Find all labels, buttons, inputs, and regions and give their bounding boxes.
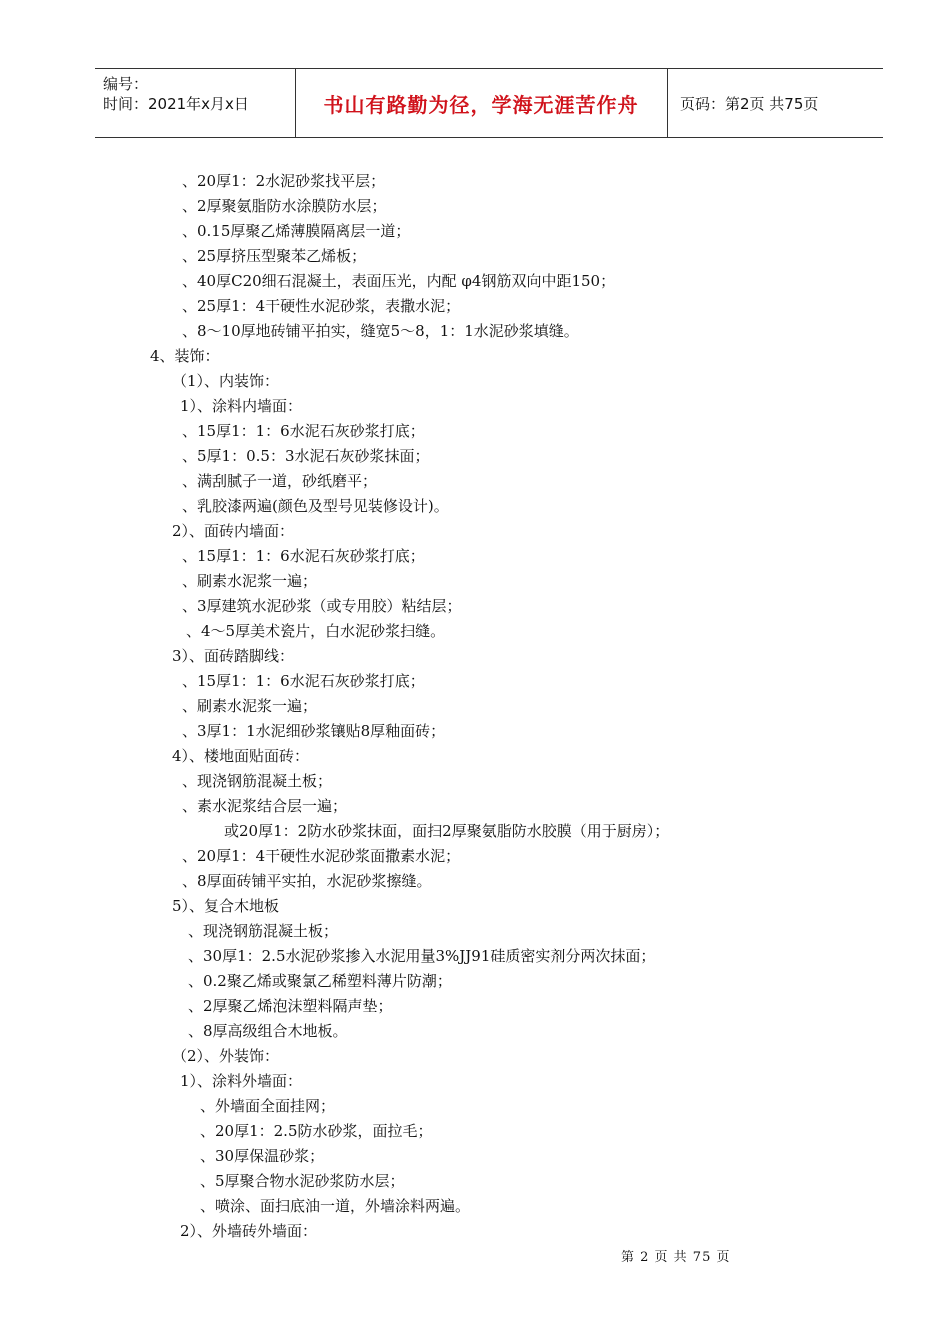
text-line: 、4～5厚美术瓷片，白水泥砂浆扫缝。 (186, 622, 446, 640)
text-line: 、2厚聚乙烯泡沫塑料隔声垫； (188, 997, 393, 1015)
subsection-heading: （2）、外装饰： (172, 1047, 280, 1065)
item-heading: 1）、涂料内墙面： (180, 397, 303, 415)
text-line: 、现浇钢筋混凝土板； (182, 772, 333, 790)
text-line: 、15厚1：1：6水泥石灰砂浆打底； (182, 672, 425, 690)
text-line: 、30厚保温砂浆； (200, 1147, 325, 1165)
text-line: 、25厚1：4干硬性水泥砂浆，表撒水泥； (182, 297, 461, 315)
text-line: 、15厚1：1：6水泥石灰砂浆打底； (182, 547, 425, 565)
text-line: 、5厚1：0.5：3水泥石灰砂浆抹面； (182, 447, 430, 465)
item-heading: 3）、面砖踏脚线： (172, 647, 295, 665)
item-heading: 4）、楼地面贴面砖： (172, 747, 310, 765)
text-line: 、3厚建筑水泥砂浆（或专用胶）粘结层； (182, 597, 462, 615)
page-footer: 第 2 页 共 75 页 (621, 1250, 731, 1265)
header-page-label: 页码：第2页 共75页 (680, 94, 819, 113)
text-line: 、30厚1：2.5水泥砂浆掺入水泥用量3%JJ91硅质密实剂分两次抹面； (188, 947, 656, 965)
page-header (95, 68, 883, 138)
header-motto: 书山有路勤为径，学海无涯苦作舟 (295, 69, 668, 137)
text-line: 、20厚1：2水泥砂浆找平层； (182, 172, 386, 190)
item-heading: 5）、复合木地板 (172, 897, 280, 915)
text-line: 、0.15厚聚乙烯薄膜隔离层一道； (182, 222, 411, 240)
item-heading: 2）、面砖内墙面： (172, 522, 295, 540)
text-line: 、素水泥浆结合层一遍； (182, 797, 348, 815)
text-line: 、刷素水泥浆一遍； (182, 697, 318, 715)
text-line: 、喷涂、面扫底油一道，外墙涂料两遍。 (200, 1197, 471, 1215)
text-line: 、8厚高级组合木地板。 (188, 1022, 348, 1040)
text-line: 、2厚聚氨脂防水涂膜防水层； (182, 197, 387, 215)
text-line: 、20厚1：2.5防水砂浆，面拉毛； (200, 1122, 433, 1140)
text-line: 、8厚面砖铺平实拍，水泥砂浆擦缝。 (182, 872, 432, 890)
text-line: 或20厚1：2防水砂浆抹面，面扫2厚聚氨脂防水胶膜（用于厨房）； (224, 822, 670, 840)
item-heading: 2）、外墙砖外墙面： (180, 1222, 318, 1240)
text-line: 、现浇钢筋混凝土板； (188, 922, 339, 940)
text-line: 、40厚C20细石混凝土，表面压光，内配 φ4钢筋双向中距150； (182, 272, 616, 290)
text-line: 、8～10厚地砖铺平拍实，缝宽5～8，1：1水泥砂浆填缝。 (182, 322, 579, 340)
item-heading: 1）、涂料外墙面： (180, 1072, 303, 1090)
subsection-heading: （1）、内装饰： (172, 372, 280, 390)
text-line: 、满刮腻子一道，砂纸磨平； (182, 472, 378, 490)
text-line: 、0.2聚乙烯或聚氯乙稀塑料薄片防潮； (188, 972, 452, 990)
text-line: 、外墙面全面挂网； (200, 1097, 336, 1115)
text-line: 、乳胶漆两遍(颜色及型号见装修设计)。 (182, 497, 449, 515)
text-line: 、5厚聚合物水泥砂浆防水层； (200, 1172, 405, 1190)
section-heading: 4、装饰： (150, 347, 220, 365)
time-label: 时间：2021年x月x日 (103, 95, 249, 113)
text-line: 、20厚1：4干硬性水泥砂浆面撒素水泥； (182, 847, 461, 865)
header-meta-cell (95, 69, 296, 137)
text-line: 、3厚1：1水泥细砂浆镶贴8厚釉面砖； (182, 722, 446, 740)
text-line: 、15厚1：1：6水泥石灰砂浆打底； (182, 422, 425, 440)
text-line: 、25厚挤压型聚苯乙烯板； (182, 247, 367, 265)
text-line: 、刷素水泥浆一遍； (182, 572, 318, 590)
number-label: 编号： (103, 75, 149, 93)
